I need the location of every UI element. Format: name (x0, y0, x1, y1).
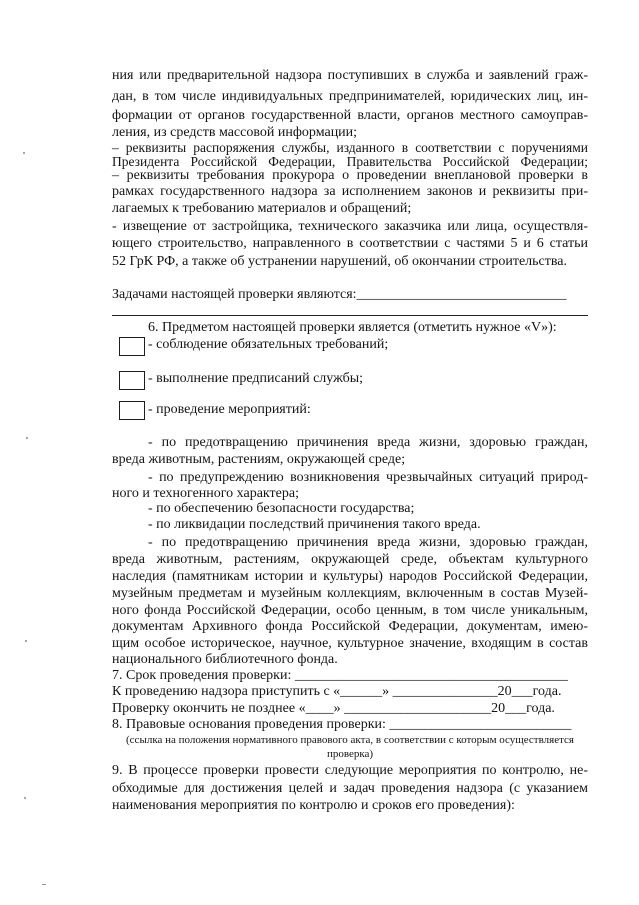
activity-line: национального библиотечного фонда. (112, 652, 338, 667)
checkbox-service-orders[interactable] (119, 371, 145, 390)
section-6-heading: 6. Предметом настоящей проверки является (отметить нужное «V»): (148, 320, 557, 335)
intro-line: – реквизиты требования прокурора о проведении внеплановой проверки в (112, 168, 588, 183)
intro-line: ления, из средств массовой информации; (112, 125, 358, 140)
scan-speck (42, 884, 46, 885)
option-label: - соблюдение обязательных требований; (148, 337, 389, 352)
section-8-heading: 8. Правовые основания проведения проверки: __________________________ (112, 717, 572, 732)
activity-line: ного фонда Российской Федерации, особо ценным, в том числе уникальным, (112, 603, 588, 618)
intro-line: – реквизиты распоряжения службы, изданного в соответствии с поручениями (112, 140, 588, 155)
intro-line: лагаемых к требованию материалов и обращений; (112, 201, 412, 216)
section-9-line: 9. В процессе проверки провести следующие мероприятия по контролю, не- (112, 763, 588, 778)
intro-line: ния или предварительной надзора поступивших в служба и заявлений граж- (112, 68, 588, 83)
intro-line: ющего строительство, направленного в соответствии с частями 5 и 6 статьи (112, 236, 588, 251)
intro-line: 52 ГрК РФ, а также об устранении нарушений, об окончании строительства. (112, 254, 567, 269)
activity-line: - по ликвидации последствий причинения такого вреда. (148, 517, 481, 532)
blank-line (112, 315, 588, 316)
section-9-line: наименования мероприятия по контролю и сроков его проведения): (112, 798, 515, 813)
activity-line: вреда животным, растениям, окружающей среде, объектам культурного (112, 552, 588, 567)
intro-line: - извещение от застройщика, технического заказчика или лица, осуществля- (112, 219, 588, 234)
legal-basis-note: проверка) (326, 748, 374, 760)
activity-line: наследия (памятникам истории и культуры) народов Российской Федерации, (112, 569, 588, 584)
option-label: - выполнение предписаний службы; (148, 371, 364, 386)
activity-line: - по предупреждению возникновения чрезвычайных ситуаций природ- (148, 470, 588, 485)
section-9-line: обходимые для достижения целей и задач проведения надзора (с указанием (112, 781, 588, 796)
activity-line: музейным предметам и музейным коллекциям, включенным в состав Музей- (112, 586, 588, 601)
activity-line: - по предотвращению причинения вреда жизни, здоровью граждан, (148, 435, 588, 450)
intro-line: дан, в том числе индивидуальных предпринимателей, юридических лиц, ин- (112, 89, 588, 104)
activity-line: вреда животным, растениям, окружающей среде; (112, 452, 406, 467)
start-date-line: К проведению надзора приступить с «______» _______________20___года. (112, 684, 562, 699)
intro-line: Президента Российской Федерации, Правительства Российской Федерации; (112, 154, 588, 169)
tasks-line: Задачами настоящей проверки являются:______________________________ (112, 287, 567, 302)
legal-basis-note: (ссылка на положения нормативного правового акта, в соответствии с которым осуществляется (126, 734, 574, 746)
activity-line: - по обеспечению безопасности государства; (148, 501, 415, 516)
intro-line: рамках государственного надзора за исполнением законов и реквизиты при- (112, 184, 588, 199)
checkbox-mandatory-requirements[interactable] (119, 337, 145, 356)
checkbox-measures[interactable] (119, 401, 145, 420)
scan-speck (25, 640, 27, 642)
activity-line: - по предотвращению причинения вреда жизни, здоровью граждан, (148, 535, 588, 550)
option-label: - проведение мероприятий: (148, 402, 311, 417)
end-date-line: Проверку окончить не позднее «____» _____________________20___года. (112, 701, 555, 716)
scan-speck (26, 437, 28, 439)
activity-line: щим особое историческое, научное, культурное значение, входящим в состав (112, 636, 588, 651)
section-7-heading: 7. Срок проведения проверки: _______________________________________ (112, 668, 568, 683)
scan-speck (23, 152, 25, 154)
scan-speck (24, 797, 26, 799)
intro-line: формации от органов государственной власти, органов местного самоуправ- (112, 108, 588, 123)
activity-line: ного и техногенного характера; (112, 486, 299, 501)
activity-line: документам Архивного фонда Российской Федерации, документам, имею- (112, 619, 588, 634)
